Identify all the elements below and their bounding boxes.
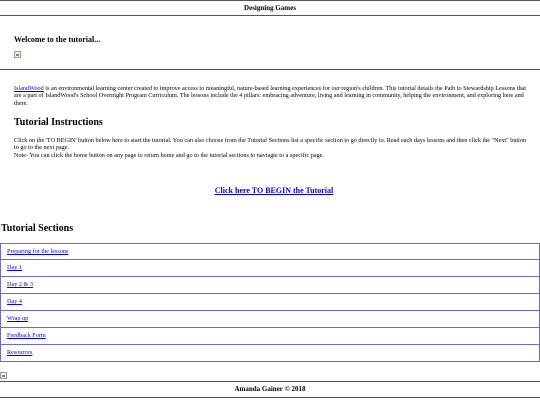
broken-image-icon (0, 372, 7, 379)
section-item-day-4 (0, 294, 540, 311)
begin-tutorial-link[interactable]: Click here TO BEGIN the Tutorial (214, 186, 334, 195)
tutorial-sections-list (0, 243, 540, 362)
section-item-feedback (0, 328, 540, 345)
welcome-heading: Welcome to the tutorial... (14, 35, 101, 44)
page-title: Designing Games (244, 4, 296, 12)
section-link-day-1[interactable]: Day 1 (7, 264, 22, 271)
section-item-preparing (0, 243, 540, 260)
section-item-resources (0, 345, 540, 362)
divider (0, 69, 540, 70)
instructions-line-2: Note- You can click the home button on any page to return home and go to the tutorial sections to naviagte to a specific page. (14, 151, 324, 159)
instructions-heading: Tutorial Instructions (14, 117, 103, 128)
section-item-day-2-3 (0, 277, 540, 294)
begin-tutorial-container (0, 186, 540, 195)
instructions-line-1: Click on the 'TO BEGIN' button below here to start the tutorial. You can also choose from the Tutorial Sections list a specific section to go directly to. Read each days lessons and then click the "Next" button to go to the next page. (14, 137, 527, 152)
section-link-day-2-3[interactable]: Day 2 & 3 (7, 281, 33, 288)
section-link-wrap-up[interactable]: Wrap up (7, 315, 29, 322)
broken-image-icon (14, 51, 21, 58)
section-link-resources[interactable]: Resources (7, 349, 33, 356)
footer-text: Amanda Gainer © 2018 (234, 385, 306, 393)
section-link-preparing[interactable]: Preparing for the lessons (7, 248, 69, 255)
header-bar (0, 0, 540, 16)
section-link-day-4[interactable]: Day 4 (7, 298, 22, 305)
islandwood-link[interactable]: IslandWood (14, 85, 44, 92)
section-link-feedback[interactable]: Feedback Form (7, 332, 46, 339)
instructions-text (14, 137, 529, 159)
intro-paragraph (14, 85, 529, 107)
sections-heading: Tutorial Sections (1, 223, 74, 234)
footer-bar (0, 381, 540, 398)
section-item-wrap-up (0, 311, 540, 328)
section-item-day-1 (0, 260, 540, 277)
intro-text: is an environmental learning center created to improve access to meaningful, nature-based learning experiences for our region's children. This tutorial details the Path to Stewardship Lessons that are a part of IslandWood's School Overnight Program Curriculum. The lessons include the 4 pillars: embracing adventure, living and learning in community, helping the environment, and exploring here and there. (14, 85, 527, 107)
